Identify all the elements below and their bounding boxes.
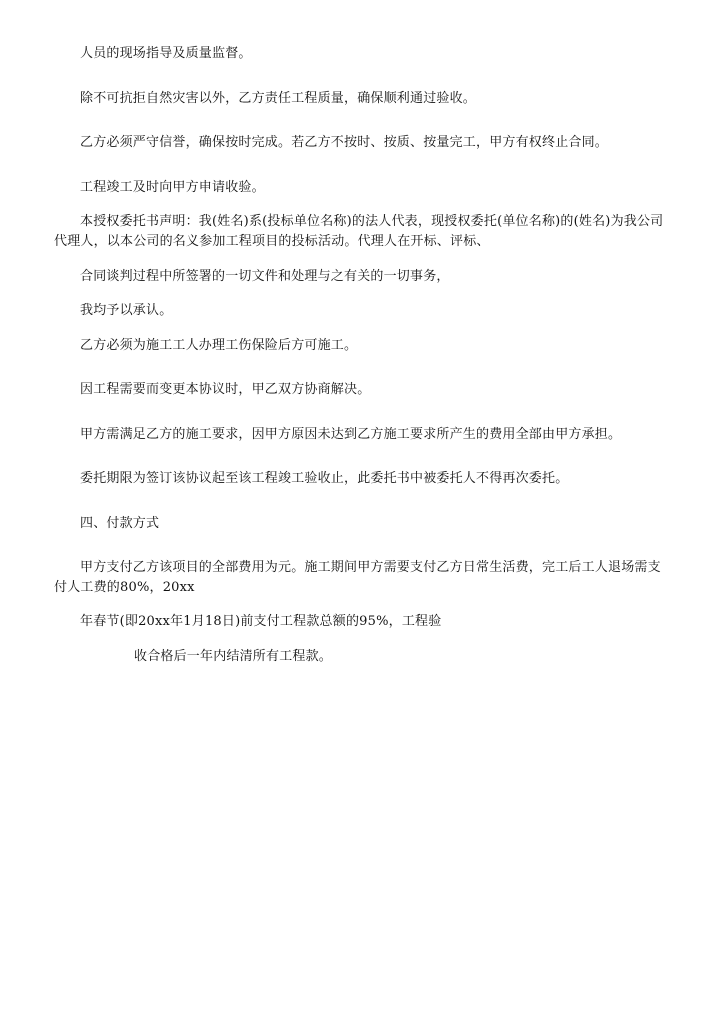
paragraph: 收合格后一年内结清所有工程款。 (134, 649, 333, 664)
paragraph: 工程竣工及时向甲方申请收验。 (80, 180, 265, 195)
paragraph: 人员的现场指导及质量监督。 (80, 46, 252, 61)
section-heading: 四、付款方式 (80, 516, 160, 531)
paragraph: 除不可抗拒自然灾害以外，乙方责任工程质量，确保顺利通过验收。 (80, 91, 477, 106)
paragraph: 乙方必须严守信誉，确保按时完成。若乙方不按时、按质、按量完工，甲方有权终止合同。 (80, 135, 609, 150)
paragraph: 合同谈判过程中所签署的一切文件和处理与之有关的一切事务， (80, 269, 450, 284)
paragraph: 甲方需满足乙方的施工要求，因甲方原因未达到乙方施工要求所产生的费用全部由甲方承担。 (80, 427, 622, 442)
paragraph: 年春节(即20xx年1月18日)前支付工程款总额的95%，工程验 (80, 614, 442, 629)
paragraph: 我均予以承认。 (80, 303, 173, 318)
paragraph: 因工程需要而变更本协议时，甲乙双方协商解决。 (80, 382, 371, 397)
paragraph: 乙方必须为施工工人办理工伤保险后方可施工。 (80, 338, 358, 353)
paragraph: 甲方支付乙方该项目的全部费用为元。施工期间甲方需要支付乙方日常生活费，完工后工人退场需支付人工费的80%，20xx (54, 560, 661, 595)
paragraph: 本授权委托书声明：我(姓名)系(投标单位名称)的法人代表，现授权委托(单位名称)的(姓名)为我公司代理人，以本公司的名义参加工程项目的投标活动。代理人在开标、评标、 (54, 214, 664, 249)
paragraph: 委托期限为签订该协议起至该工程竣工验收止，此委托书中被委托人不得再次委托。 (80, 471, 569, 486)
